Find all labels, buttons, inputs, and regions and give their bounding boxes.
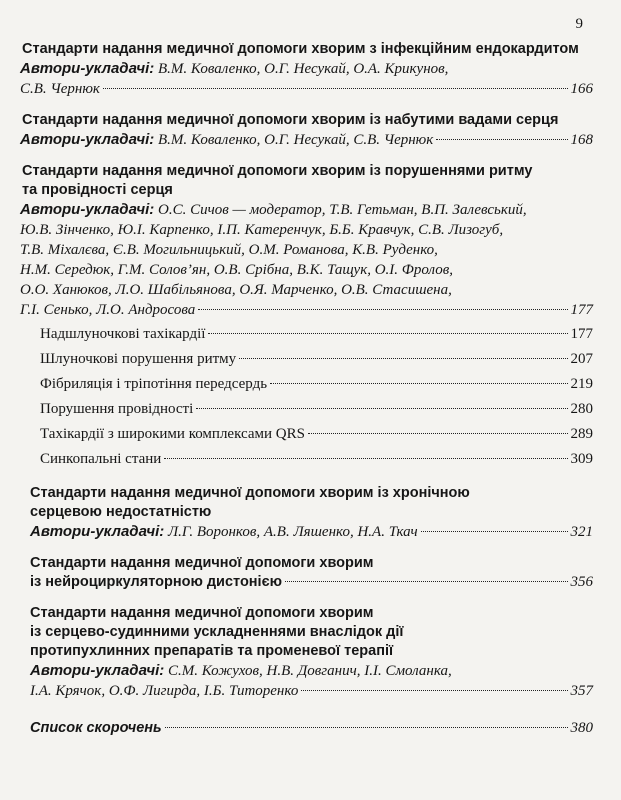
subsection-item[interactable] (40, 447, 593, 472)
authors-text: І.А. Крячок, О.Ф. Лигирда, І.Б. Титоренко (30, 683, 299, 699)
authors-label: Автори-укладачі: (30, 662, 165, 679)
subsection-item[interactable] (40, 372, 593, 397)
entry-authors (20, 59, 593, 79)
authors-text: С.В. Чернюк (20, 81, 100, 97)
entry-leader-line (30, 719, 593, 738)
dot-leader (164, 458, 567, 459)
subsection-list (40, 322, 593, 472)
dot-leader (436, 139, 567, 140)
authors-text: Н.М. Середюк, Г.М. Солов’ян, О.В. Срібна, В.К. Тащук, О.І. Фролов, (20, 262, 453, 278)
authors-label: Автори-укладачі: (20, 201, 155, 218)
entry-leader-line (20, 300, 593, 320)
subsection-label: Надшлуночкові тахікардії (40, 326, 206, 342)
dot-leader (270, 383, 567, 384)
entry-leader-line (20, 79, 593, 99)
subsection-item[interactable] (40, 322, 593, 347)
entry-authors (30, 661, 593, 681)
entry-title: Список скорочень (30, 720, 162, 736)
subsection-item[interactable] (40, 422, 593, 447)
entry-title: Стандарти надання медичної допомоги хворим з інфекційним ендокардитом (22, 41, 579, 57)
toc-entry-arrhythmia[interactable] (20, 162, 593, 472)
toc-entry-cardio-oncology[interactable] (30, 604, 593, 701)
authors-text: Л.Г. Воронков, А.В. Ляшенко, Н.А. Ткач (164, 524, 418, 540)
entry-title-line: Стандарти надання медичної допомоги хворим із хронічною (30, 485, 470, 501)
entry-title-line: протипухлинних препаратів та променевої терапії (30, 643, 394, 659)
dot-leader (421, 531, 568, 532)
entry-page: 356 (570, 574, 593, 590)
subsection-label: Порушення провідності (40, 401, 194, 417)
authors-label: Автори-укладачі: (20, 60, 155, 77)
toc-entry-abbreviations[interactable] (30, 719, 593, 738)
entry-page: 177 (570, 302, 593, 318)
toc-entry-dystonia[interactable] (30, 554, 593, 592)
dot-leader (196, 408, 567, 409)
entry-leader-line (30, 573, 593, 592)
subsection-item[interactable] (40, 347, 593, 372)
dot-leader (165, 727, 568, 728)
dot-leader (285, 581, 568, 582)
entry-title-line: Стандарти надання медичної допомоги хворим (30, 555, 374, 571)
dot-leader (301, 690, 567, 691)
entry-title-line: Стандарти надання медичної допомоги хворим (30, 605, 374, 621)
toc-entry-heart-failure[interactable] (30, 484, 593, 542)
entry-title-line: Стандарти надання медичної допомоги хворим із порушеннями ритму (22, 163, 533, 179)
subsection-page: 219 (570, 376, 593, 392)
page-number: 9 (575, 16, 583, 32)
entry-authors (20, 200, 593, 220)
authors-text: С.М. Кожухов, Н.В. Довганич, І.І. Смоланка, (164, 663, 452, 679)
authors-label: Автори-укладачі: (30, 523, 165, 540)
authors-text: О.С. Сичов — модератор, Т.В. Гетьман, В.П. Залевський, (154, 202, 527, 218)
toc-entry-endocarditis[interactable] (20, 40, 593, 99)
toc-entry-valve-disease[interactable] (20, 111, 593, 150)
dot-leader (198, 309, 567, 310)
entry-page: 380 (570, 720, 593, 736)
entry-page: 321 (570, 524, 593, 540)
subsection-label: Тахікардії з широкими комплексами QRS (40, 426, 305, 442)
subsection-page: 177 (570, 326, 593, 342)
authors-label: Автори-укладачі: (20, 131, 155, 148)
subsection-item[interactable] (40, 397, 593, 422)
entry-title-line: із нейроциркуляторною дистонією (30, 574, 282, 590)
entry-page: 357 (570, 683, 593, 699)
entry-page: 166 (570, 81, 593, 97)
authors-text: Г.І. Сенько, Л.О. Андросова (20, 302, 196, 318)
subsection-page: 207 (570, 351, 593, 367)
entry-title: Стандарти надання медичної допомоги хворим із набутими вадами серця (22, 112, 559, 128)
authors-text: Т.В. Міхалєва, Є.В. Могильницький, О.М. Романова, К.В. Руденко, (20, 242, 438, 258)
dot-leader (308, 433, 568, 434)
subsection-page: 280 (570, 401, 593, 417)
authors-text: В.М. Коваленко, О.Г. Несукай, С.В. Чернюк (154, 132, 434, 148)
subsection-label: Шлуночкові порушення ритму (40, 351, 237, 367)
subsection-page: 289 (570, 426, 593, 442)
authors-text: О.О. Ханюков, Л.О. Шабільянова, О.Я. Марченко, О.В. Стасишена, (20, 282, 452, 298)
subsection-label: Синкопальні стани (40, 451, 162, 467)
entry-page: 168 (570, 132, 593, 148)
authors-text: Ю.В. Зінченко, Ю.І. Карпенко, І.П. Катеренчук, Б.Б. Кравчук, С.В. Лизогуб, (20, 222, 504, 238)
subsection-page: 309 (570, 451, 593, 467)
subsection-label: Фібриляція і тріпотіння передсердь (40, 376, 268, 392)
dot-leader (208, 333, 567, 334)
entry-leader-line (20, 130, 593, 150)
entry-title-line: серцевою недостатністю (30, 504, 212, 520)
entry-leader-line (30, 522, 593, 542)
entry-title-line: із серцево-судинними ускладненнями внаслідок дії (30, 624, 404, 640)
entry-leader-line (30, 681, 593, 701)
dot-leader (239, 358, 567, 359)
dot-leader (103, 88, 568, 89)
authors-text: В.М. Коваленко, О.Г. Несукай, О.А. Крикунов, (154, 61, 449, 77)
entry-title-line: та провідності серця (22, 182, 173, 198)
table-of-contents (20, 40, 593, 750)
